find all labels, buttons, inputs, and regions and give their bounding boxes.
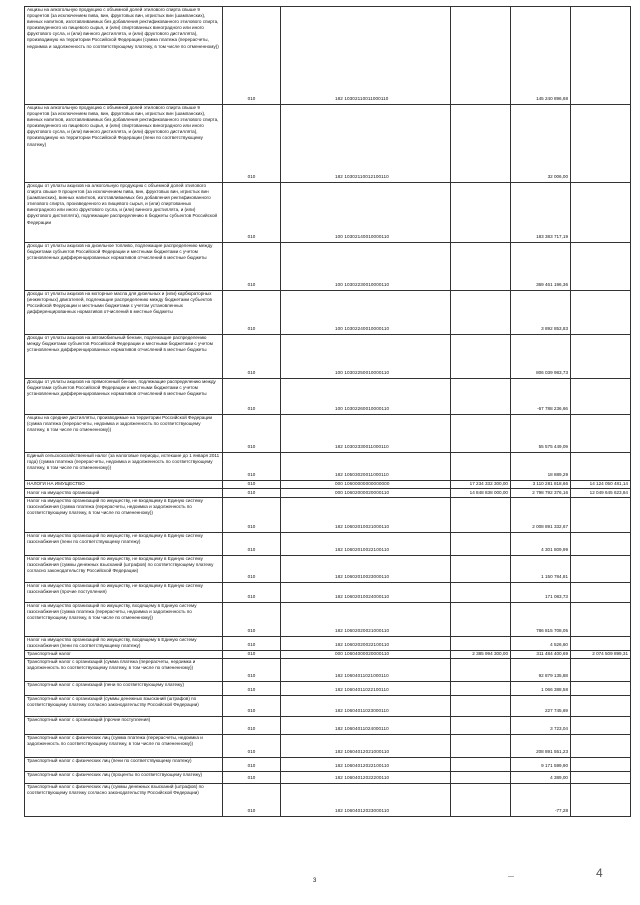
row-name: НАЛОГИ НА ИМУЩЕСТВО (25, 481, 223, 489)
row-unexecuted (571, 105, 631, 183)
row-name: Налог на имущество организаций по имуществу, не входящему в Единую систему газоснабжения (пени по соответствующему платежу) (25, 533, 223, 556)
row-executed: 2 798 792 376,16 (511, 489, 571, 498)
table-body (25, 7, 631, 817)
row-executed: 227 745,69 (511, 696, 571, 717)
table-row (25, 183, 631, 243)
row-unexecuted (571, 583, 631, 603)
row-unexecuted (571, 183, 631, 243)
row-unexecuted (571, 453, 631, 481)
row-executed: 786 815 708,05 (511, 603, 571, 637)
row-plan (451, 583, 511, 603)
row-name: Налог на имущество организаций (25, 489, 223, 498)
footer-mark: — (508, 874, 514, 880)
row-budget-code: 182 10604012022100110 (281, 758, 451, 772)
row-name: Транспортный налог с организаций (прочие поступления) (25, 717, 223, 735)
row-executed: 2 008 891 332,67 (511, 498, 571, 533)
row-line-code: 010 (223, 682, 281, 696)
row-plan (451, 772, 511, 784)
row-name: Доходы от уплаты акцизов на дизельное топливо, подлежащие распределению между бюджетами субъектов Российской Федерации и местными бюджетами с учетом установленных дифференцированных нормативов отчислений в местные бюджеты (25, 243, 223, 291)
row-executed: 171 083,73 (511, 583, 571, 603)
row-line-code: 010 (223, 696, 281, 717)
row-unexecuted (571, 556, 631, 583)
table-row (25, 533, 631, 556)
row-line-code: 010 (223, 603, 281, 637)
table-row (25, 489, 631, 498)
row-unexecuted (571, 603, 631, 637)
row-budget-code: 100 10302250010000110 (281, 335, 451, 379)
table-row (25, 637, 631, 651)
row-plan (451, 533, 511, 556)
row-plan (451, 556, 511, 583)
table-row (25, 379, 631, 415)
row-executed: 32 006,00 (511, 105, 571, 183)
row-line-code: 010 (223, 651, 281, 659)
table-row (25, 556, 631, 583)
row-line-code: 010 (223, 583, 281, 603)
row-unexecuted (571, 243, 631, 291)
row-unexecuted (571, 533, 631, 556)
row-executed: 9 171 599,90 (511, 758, 571, 772)
row-budget-code: 182 10602010022100110 (281, 533, 451, 556)
row-unexecuted (571, 696, 631, 717)
table-row (25, 603, 631, 637)
row-budget-code: 000 10600000000000000 (281, 481, 451, 489)
row-line-code: 010 (223, 659, 281, 682)
table-row (25, 717, 631, 735)
row-unexecuted (571, 772, 631, 784)
row-unexecuted (571, 637, 631, 651)
row-line-code: 010 (223, 758, 281, 772)
row-line-code: 010 (223, 784, 281, 817)
row-plan (451, 659, 511, 682)
table-row (25, 735, 631, 758)
row-plan (451, 183, 511, 243)
table-row (25, 415, 631, 453)
row-budget-code: 182 10302110012100110 (281, 105, 451, 183)
row-plan (451, 735, 511, 758)
row-executed: 145 240 896,68 (511, 7, 571, 105)
table-row (25, 758, 631, 772)
row-budget-code: 100 10302140010000110 (281, 183, 451, 243)
row-plan (451, 717, 511, 735)
table-row (25, 696, 631, 717)
row-line-code: 010 (223, 243, 281, 291)
table-row (25, 659, 631, 682)
row-plan (451, 379, 511, 415)
row-plan: 17 234 332 300,00 (451, 481, 511, 489)
row-name: Налог на имущество организаций по имуществу, не входящему в Единую систему газоснабжения (сумма платежа (перерасчеты, недоимка и задолженность по соответствующему платежу, в том числе по отмененному)) (25, 498, 223, 533)
table-row (25, 481, 631, 489)
row-plan (451, 7, 511, 105)
row-line-code: 010 (223, 7, 281, 105)
income-table (24, 6, 631, 817)
row-budget-code: 182 10604011021000110 (281, 659, 451, 682)
row-budget-code: 182 10604011023000110 (281, 696, 451, 717)
row-name: Транспортный налог (25, 651, 223, 659)
row-budget-code: 182 10602020021000110 (281, 603, 451, 637)
row-unexecuted (571, 735, 631, 758)
row-plan (451, 243, 511, 291)
row-unexecuted (571, 498, 631, 533)
row-plan (451, 105, 511, 183)
row-budget-code: 182 10602010021000110 (281, 498, 451, 533)
row-budget-code: 182 10604011024000110 (281, 717, 451, 735)
row-budget-code: 182 10604011022100110 (281, 682, 451, 696)
row-line-code: 010 (223, 533, 281, 556)
row-name: Транспортный налог с организаций (сумма платежа (перерасчеты, недоимка и задолженность по соответствующему платежу, в том числе по отмененному)) (25, 659, 223, 682)
row-unexecuted (571, 7, 631, 105)
row-unexecuted (571, 415, 631, 453)
row-name: Акцизы на средние дистилляты, производимые на территории Российской Федерации (сумма платежа (перерасчеты, недоимка и задолженность по соответствующему платежу, в том числе по отмененному)) (25, 415, 223, 453)
row-line-code: 010 (223, 498, 281, 533)
row-budget-code: 000 10604000020000110 (281, 651, 451, 659)
row-plan (451, 637, 511, 651)
row-executed: 3 892 853,83 (511, 291, 571, 335)
row-line-code: 010 (223, 556, 281, 583)
row-name: Налог на имущество организаций по имуществу, не входящему в Единую систему газоснабжения (прочие поступления) (25, 583, 223, 603)
row-plan (451, 335, 511, 379)
table-row (25, 651, 631, 659)
row-executed: 92 879 135,88 (511, 659, 571, 682)
row-name: Акцизы на алкогольную продукцию с объемной долей этилового спирта свыше 9 процентов (за исключением пива, вин, фруктовых вин, игристых вин (шампанских), винных напитков, изготавливаемых без добавления ректификованного этилового спирта, произведенного из пищевого сырья, и (или) спиртованных виноградного или иного фруктового сусла, и (или) винного дистиллята, и (или) фруктового дистиллята), производимую на территории Российской Федерации (сумма платежа (перерасчеты, недоимка и задолженность по соответствующему платежу, в том числе по отмененному)) (25, 7, 223, 105)
report-sheet (24, 6, 630, 817)
row-line-code: 010 (223, 735, 281, 758)
table-row (25, 583, 631, 603)
row-unexecuted (571, 659, 631, 682)
row-executed: 4 389,00 (511, 772, 571, 784)
row-line-code: 010 (223, 335, 281, 379)
row-unexecuted (571, 784, 631, 817)
row-plan (451, 415, 511, 453)
row-executed: 806 039 983,73 (511, 335, 571, 379)
row-name: Доходы от уплаты акцизов на алкогольную продукцию с объемной долей этилового спирта свыше 9 процентов (за исключением пива, вин, фруктовых вин, игристых вин (шампанских), винных напитков, изготавливаемых без добавления ректификованного этилового спирта, произведенного из пищевого сырья, и (или) спиртованных виноградного или иного фруктового сусла, и (или) винного дистиллята, и (или) фруктового дистиллята), подлежащие распределению в бюджеты субъектов Российской Федерации (25, 183, 223, 243)
row-name: Налог на имущество организаций по имуществу, входящему в Единую систему газоснабжения (пени по соответствующему платежу) (25, 637, 223, 651)
table-row (25, 335, 631, 379)
row-budget-code: 182 10604012021000110 (281, 735, 451, 758)
row-name: Транспортный налог с организаций (пени по соответствующему платежу) (25, 682, 223, 696)
row-budget-code: 100 10302240010000110 (281, 291, 451, 335)
row-unexecuted: 12 049 645 623,84 (571, 489, 631, 498)
row-name: Единый сельскохозяйственный налог (за налоговые периоды, истекшие до 1 января 2011 года) (сумма платежа (перерасчеты, недоимка и задолженность по соответствующему платежу, в том числе по отмененному)) (25, 453, 223, 481)
row-budget-code: 182 10602010024000110 (281, 583, 451, 603)
row-executed: -77,28 (511, 784, 571, 817)
row-unexecuted (571, 379, 631, 415)
row-plan (451, 696, 511, 717)
row-line-code: 010 (223, 489, 281, 498)
table-row (25, 105, 631, 183)
row-plan (451, 603, 511, 637)
row-unexecuted (571, 335, 631, 379)
table-row (25, 498, 631, 533)
row-budget-code: 182 10604012022200110 (281, 772, 451, 784)
table-row (25, 682, 631, 696)
row-executed: 3 723,04 (511, 717, 571, 735)
row-unexecuted (571, 717, 631, 735)
row-name: Транспортный налог с физических лиц (пени по соответствующему платежу) (25, 758, 223, 772)
row-plan (451, 784, 511, 817)
page-number: 3 (313, 878, 317, 884)
row-line-code: 010 (223, 772, 281, 784)
row-unexecuted (571, 291, 631, 335)
row-line-code: 010 (223, 481, 281, 489)
row-line-code: 010 (223, 415, 281, 453)
row-unexecuted: 2 074 509 899,31 (571, 651, 631, 659)
row-budget-code: 182 10602020022100110 (281, 637, 451, 651)
row-line-code: 010 (223, 105, 281, 183)
table-row (25, 7, 631, 105)
row-executed: 208 891 551,23 (511, 735, 571, 758)
row-budget-code: 182 10602010023000110 (281, 556, 451, 583)
row-plan (451, 498, 511, 533)
row-unexecuted (571, 682, 631, 696)
row-name: Доходы от уплаты акцизов на моторные масла для дизельных и (или) карбюраторных (инжекторных) двигателей, подлежащие распределению между бюджетами субъектов Российской Федерации и местными бюджетами с учетом установленных дифференцированных нормативов отчислений в местные бюджеты (25, 291, 223, 335)
row-plan (451, 682, 511, 696)
row-name: Налог на имущество организаций по имуществу, входящему в Единую систему газоснабжения (сумма платежа (перерасчеты, недоимка и задолженность по соответствующему платежу, в том числе по отмененному)) (25, 603, 223, 637)
row-executed: 311 484 400,69 (511, 651, 571, 659)
row-executed: 18 889,29 (511, 453, 571, 481)
row-line-code: 010 (223, 291, 281, 335)
row-line-code: 010 (223, 183, 281, 243)
row-name: Доходы от уплаты акцизов на прямогонный бензин, подлежащие распределению между бюджетами субъектов Российской Федерации и местными бюджетами с учетом установленных дифференцированных нормативов отчислений в местные бюджеты (25, 379, 223, 415)
row-name: Доходы от уплаты акцизов на автомобильный бензин, подлежащие распределению между бюджетами субъектов Российской Федерации и местными бюджетами с учетом установленных дифференцированных нормативов отчислений в местные бюджеты (25, 335, 223, 379)
row-name: Налог на имущество организаций по имуществу, не входящему в Единую систему газоснабжения (суммы денежных взысканий (штрафов) по соответствующему платежу согласно законодательству Российской Федерации) (25, 556, 223, 583)
table-row (25, 784, 631, 817)
row-unexecuted: 14 124 050 481,14 (571, 481, 631, 489)
row-line-code: 010 (223, 453, 281, 481)
row-name: Транспортный налог с организаций (суммы денежных взысканий (штрафов) по соответствующему платежу согласно законодательству Российской Федерации) (25, 696, 223, 717)
row-budget-code: 182 10302110011000110 (281, 7, 451, 105)
row-budget-code: 182 10302330011000110 (281, 415, 451, 453)
table-row (25, 453, 631, 481)
row-executed: 1 150 784,81 (511, 556, 571, 583)
row-executed: 55 575 449,09 (511, 415, 571, 453)
row-plan (451, 758, 511, 772)
row-budget-code: 182 10604012023000110 (281, 784, 451, 817)
row-plan (451, 453, 511, 481)
row-executed: 4 526,60 (511, 637, 571, 651)
row-executed: 369 461 196,36 (511, 243, 571, 291)
row-budget-code: 100 10302230010000110 (281, 243, 451, 291)
row-budget-code: 000 10602000020000110 (281, 489, 451, 498)
table-row (25, 243, 631, 291)
row-name: Транспортный налог с физических лиц (сумма платежа (перерасчеты, недоимка и задолженность по соответствующему платежу, в том числе по отмененному)) (25, 735, 223, 758)
row-unexecuted (571, 758, 631, 772)
row-line-code: 010 (223, 637, 281, 651)
table-row (25, 291, 631, 335)
row-plan: 2 385 994 300,00 (451, 651, 511, 659)
row-plan (451, 291, 511, 335)
row-line-code: 010 (223, 379, 281, 415)
row-line-code: 010 (223, 717, 281, 735)
row-budget-code: 100 10302260010000110 (281, 379, 451, 415)
row-name: Транспортный налог с физических лиц (проценты по соответствующему платежу) (25, 772, 223, 784)
row-name: Транспортный налог с физических лиц (суммы денежных взысканий (штрафов) по соответствующему платежу согласно законодательству Российской Федерации) (25, 784, 223, 817)
row-name: Акцизы на алкогольную продукцию с объемной долей этилового спирта свыше 9 процентов (за исключением пива, вин, фруктовых вин, игристых вин (шампанских), винных напитков, изготавливаемых без добавления ректификованного этилового спирта, произведенного из пищевого сырья, и (или) спиртованных виноградного или иного фруктового сусла, и (или) винного дистиллята, и (или) фруктового дистиллята), производимую на территории Российской Федерации (пени по соответствующему платежу) (25, 105, 223, 183)
row-executed: 3 110 281 818,66 (511, 481, 571, 489)
row-executed: 183 383 717,19 (511, 183, 571, 243)
row-plan: 14 848 838 000,00 (451, 489, 511, 498)
corner-mark: 4 (596, 866, 603, 880)
row-executed: -67 788 236,66 (511, 379, 571, 415)
table-row (25, 772, 631, 784)
row-executed: 1 066 388,58 (511, 682, 571, 696)
row-budget-code: 182 10503020011000110 (281, 453, 451, 481)
row-executed: 4 301 809,99 (511, 533, 571, 556)
